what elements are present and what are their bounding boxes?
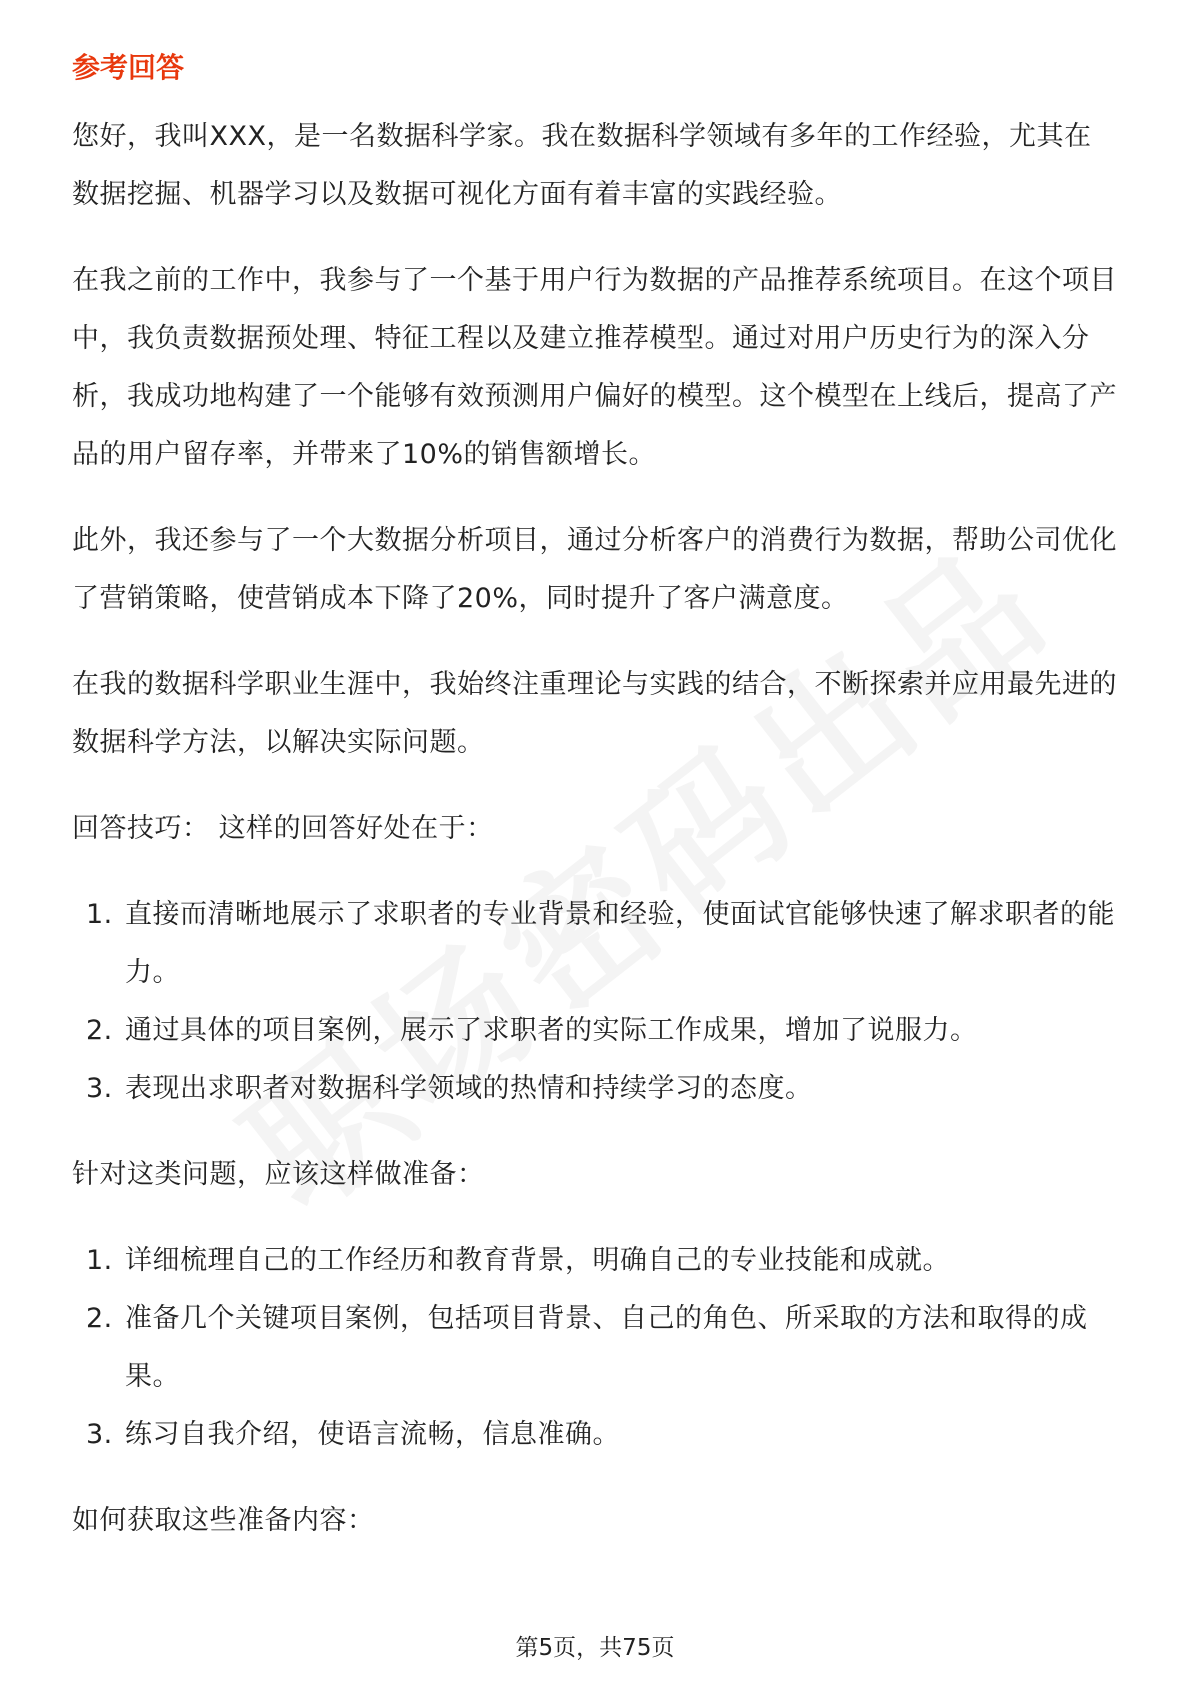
answer-paragraph-4: 在我的数据科学职业生涯中，我始终注重理论与实践的结合，不断探索并应用最先进的数据科学方法，以解决实际问题。 bbox=[72, 669, 1117, 758]
list-number: 2. bbox=[86, 1303, 113, 1334]
list-item bbox=[72, 1060, 1118, 1118]
tips-intro: 回答技巧： 这样的回答好处在于： bbox=[72, 813, 494, 844]
section-heading: 参考回答 bbox=[72, 51, 185, 84]
list-item-text: 准备几个关键项目案例，包括项目背景、自己的角色、所采取的方法和取得的成果。 bbox=[125, 1303, 1088, 1392]
page-number: 第5页，共75页 bbox=[515, 1635, 675, 1661]
page-content bbox=[72, 48, 1118, 1578]
answer-paragraph-1: 您好，我叫XXX，是一名数据科学家。我在数据科学领域有多年的工作经验，尤其在数据挖掘、机器学习以及数据可视化方面有着丰富的实践经验。 bbox=[72, 121, 1092, 210]
list-item bbox=[72, 1232, 1118, 1290]
list-item bbox=[72, 1290, 1118, 1406]
list-item-text: 直接而清晰地展示了求职者的专业背景和经验，使面试官能够快速了解求职者的能力。 bbox=[125, 899, 1115, 988]
how-intro: 如何获取这些准备内容： bbox=[72, 1505, 375, 1536]
answer-paragraph-3: 此外，我还参与了一个大数据分析项目，通过分析客户的消费行为数据，帮助公司优化了营销策略，使营销成本下降了20%，同时提升了客户满意度。 bbox=[72, 525, 1117, 614]
list-number: 2. bbox=[86, 1015, 113, 1046]
list-number: 3. bbox=[86, 1419, 113, 1450]
list-number: 1. bbox=[86, 1245, 113, 1276]
list-item-text: 练习自我介绍，使语言流畅，信息准确。 bbox=[125, 1419, 620, 1450]
list-item bbox=[72, 1406, 1118, 1464]
tips-list bbox=[72, 886, 1118, 1118]
prep-list bbox=[72, 1232, 1118, 1464]
list-number: 1. bbox=[86, 899, 113, 930]
prep-intro: 针对这类问题，应该这样做准备： bbox=[72, 1159, 485, 1190]
answer-paragraph-2: 在我之前的工作中，我参与了一个基于用户行为数据的产品推荐系统项目。在这个项目中，我负责数据预处理、特征工程以及建立推荐模型。通过对用户历史行为的深入分析，我成功地构建了一个能够有效预测用户偏好的模型。这个模型在上线后，提高了产品的用户留存率，并带来了10%的销售额增长。 bbox=[72, 265, 1117, 470]
list-number: 3. bbox=[86, 1073, 113, 1104]
list-item bbox=[72, 1002, 1118, 1060]
list-item-text: 通过具体的项目案例，展示了求职者的实际工作成果，增加了说服力。 bbox=[125, 1015, 978, 1046]
list-item bbox=[72, 886, 1118, 1002]
list-item-text: 表现出求职者对数据科学领域的热情和持续学习的态度。 bbox=[125, 1073, 813, 1104]
list-item-text: 详细梳理自己的工作经历和教育背景，明确自己的专业技能和成就。 bbox=[125, 1245, 950, 1276]
